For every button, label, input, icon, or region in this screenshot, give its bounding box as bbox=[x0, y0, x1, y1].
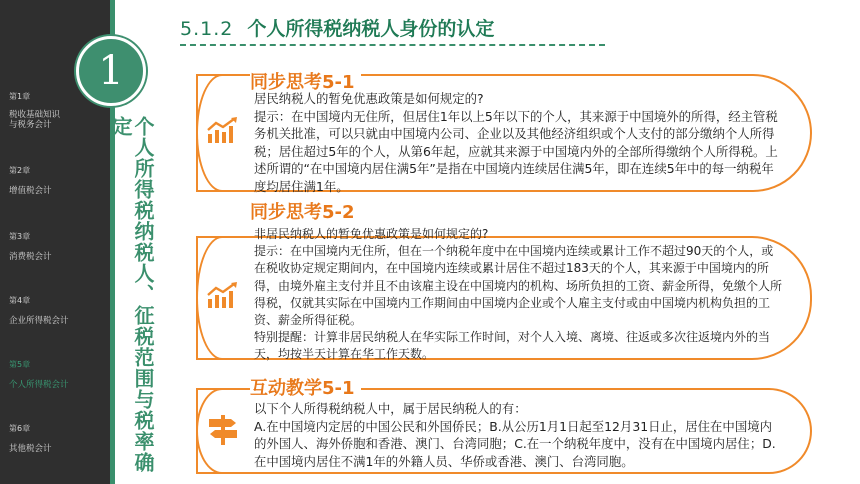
sidebar-item-chapter-4[interactable] bbox=[9, 296, 69, 326]
chapter-number: 第1章 bbox=[9, 92, 31, 101]
card-options: A.在中国境内定居的中国公民和外国侨民；B.从公历1月1日起至12月31日止，居住在中国境内的外国人、海外侨胞和香港、澳门、台湾同胞；C.在一个纳税年度中，没有在中国境内居住；D.在中国境内居住不满1年的外籍人员、华侨或香港、澳门、台湾同胞。 bbox=[254, 418, 776, 469]
vertical-section-title: 个人所得税纳税人、征税范围与税率确定 bbox=[109, 116, 155, 473]
section-number-badge: 1 bbox=[76, 36, 146, 106]
card-body bbox=[254, 226, 782, 364]
chapter-number: 第3章 bbox=[9, 232, 31, 241]
chapter-number: 第4章 bbox=[9, 296, 31, 305]
chapter-number: 第5章 bbox=[9, 360, 31, 369]
chapter-title: 企业所得税会计 bbox=[9, 315, 69, 326]
signpost-icon bbox=[206, 413, 240, 449]
card-title: 同步思考5-2 bbox=[250, 198, 361, 224]
card-body bbox=[254, 90, 782, 196]
section-title: 个人所得税纳税人身份的认定 bbox=[247, 18, 495, 40]
chapter-title: 税收基础知识 与税务会计 bbox=[9, 109, 61, 130]
card-icon-cap bbox=[196, 74, 248, 192]
sidebar-item-chapter-2[interactable] bbox=[9, 166, 52, 196]
bar-chart-up-icon bbox=[206, 282, 240, 314]
bar-chart-up-icon bbox=[206, 117, 240, 149]
card-icon-cap bbox=[196, 388, 248, 474]
card-icon-cap bbox=[196, 236, 248, 360]
sidebar-item-chapter-5[interactable] bbox=[9, 360, 69, 390]
interactive-teaching-card bbox=[196, 378, 812, 474]
section-number: 5.1.2 bbox=[180, 18, 234, 40]
card-hint: 提示：在中国境内无住所，但居住1年以上5年以下的个人，其来源于中国境外的所得，经主管税务机关批准，可以只就由中国境内公司、企业以及其他经济组织或个人支付的部分缴纳个人所得税；居住超过5年的个人，从第6年起，应就其来源于中国境内外的全部所得缴纳个人所得税。上述所谓的“在中国境内居住满5年”是指在中国境内连续居住满5年，即在连续5年中的每一纳税年度均居住满1年。 bbox=[254, 108, 778, 194]
chapter-title: 其他税会计 bbox=[9, 443, 52, 454]
thinking-card-1 bbox=[196, 74, 812, 192]
sidebar-item-chapter-3[interactable] bbox=[9, 232, 52, 262]
page-title bbox=[180, 14, 494, 41]
card-hint: 提示：在中国境内无住所，但在一个纳税年度中在中国境内连续或累计工作不超过90天的个人，或在税收协定规定期间内，在中国境内连续或累计居住不超过183天的个人，其来源于中国境内的所得，由境外雇主支付并且不由该雇主设在中国境内的机构、场所负担的工资、薪金所得，免缴个人所得税，仅就其实际在中国境内工作期间由中国境内企业或个人雇主支付或由中国境内机构负担的工资、薪金所得征税。 bbox=[254, 244, 783, 328]
thinking-card-2 bbox=[196, 202, 812, 362]
card-question: 非居民纳税人的暂免优惠政策是如何规定的? bbox=[254, 227, 489, 241]
card-title: 互动教学5-1 bbox=[250, 374, 361, 400]
sidebar-item-chapter-6[interactable] bbox=[9, 424, 52, 454]
title-divider bbox=[180, 44, 605, 46]
chapter-title: 消费税会计 bbox=[9, 251, 52, 262]
card-body bbox=[254, 400, 782, 470]
card-question: 居民纳税人的暂免优惠政策是如何规定的? bbox=[254, 91, 484, 106]
card-question: 以下个人所得税纳税人中，属于居民纳税人的有： bbox=[254, 401, 527, 416]
card-reminder: 特别提醒：计算非居民纳税人在华实际工作时间，对个人入境、离境、往返或多次往返境内外的当天，均按半天计算在华工作天数。 bbox=[254, 330, 771, 362]
chapter-title: 增值税会计 bbox=[9, 185, 52, 196]
chapter-number: 第6章 bbox=[9, 424, 31, 433]
chapter-title: 个人所得税会计 bbox=[9, 379, 69, 390]
chapter-number: 第2章 bbox=[9, 166, 31, 175]
sidebar-item-chapter-1[interactable] bbox=[9, 92, 60, 130]
card-title: 同步思考5-1 bbox=[250, 68, 361, 94]
